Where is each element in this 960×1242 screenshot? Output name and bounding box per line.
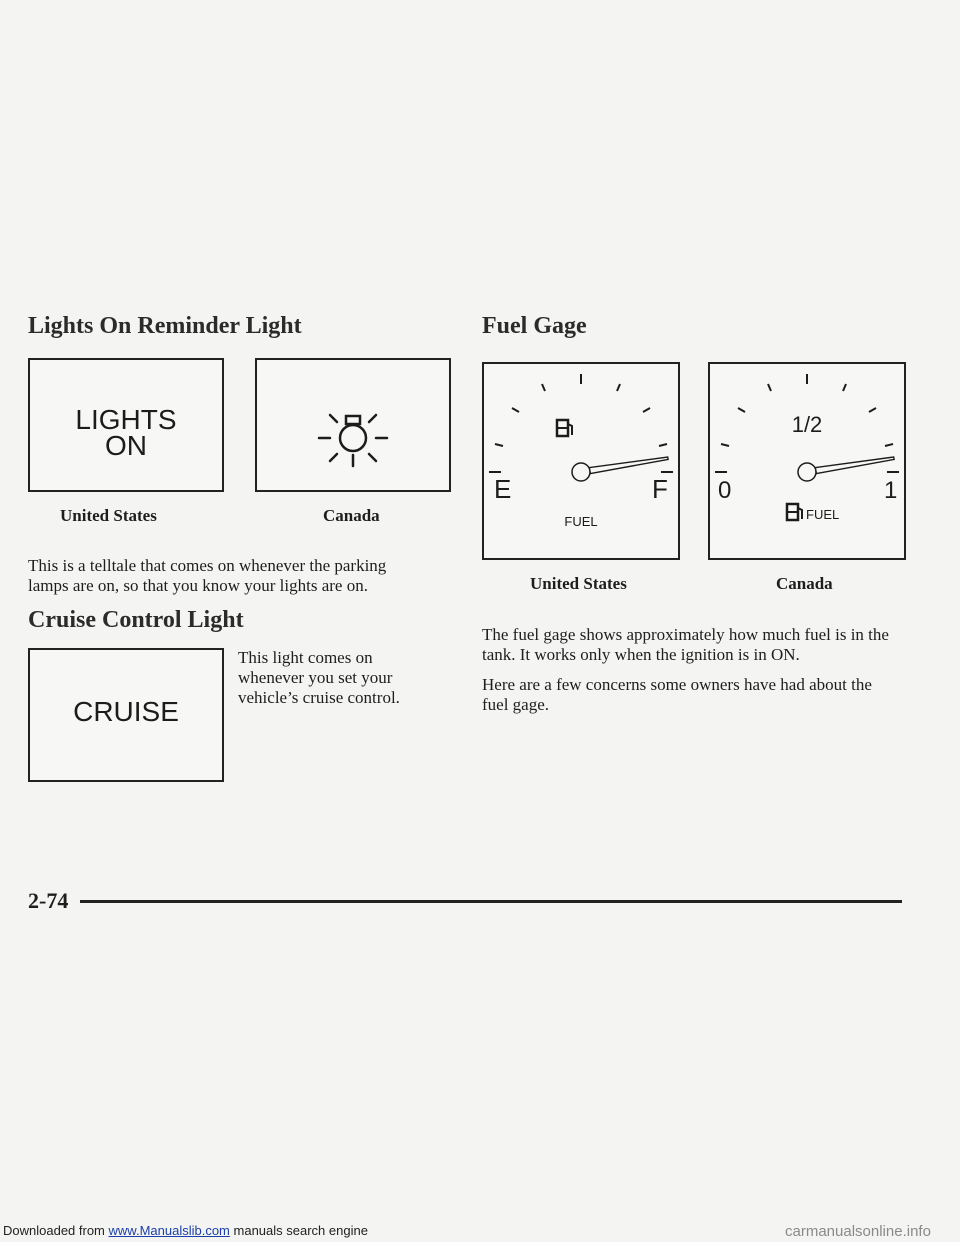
fuel-gauge-canada-dial [710,364,904,558]
gauge-one-label: 1 [884,477,898,504]
gauge-half-label: 1/2 [791,412,823,437]
cruise-indicator [28,648,224,782]
download-prefix: Downloaded from [3,1223,105,1238]
gauge-empty-label: E [494,474,512,504]
site-watermark: carmanualsonline.info [785,1223,931,1240]
fuel-caption-canada: Canada [776,574,833,593]
lights-on-indicator-canada [255,358,451,492]
lights-caption-canada: Canada [323,506,380,525]
page-number: 2-74 [28,888,69,913]
lights-text-line2: ON [105,430,147,461]
fuel-caption-us: United States [530,574,627,593]
fuel-description-1: The fuel gage shows approximately how much fuel is in the tank. It works only when the ignition is in ON. [482,625,889,664]
fuel-gauge-us-dial [484,364,678,558]
cruise-box-label: CRUISE [73,696,179,727]
lights-description: This is a telltale that comes on whenever the parking lamps are on, so that you know your lights are on. [28,556,387,595]
download-bar [3,1223,368,1238]
gauge-fuel-label-canada: FUEL [806,507,840,522]
lights-text-line1: LIGHTS [75,404,177,435]
fuel-gauge-canada [708,362,906,560]
lights-on-indicator-us [28,358,224,492]
fuel-heading: Fuel Gage [482,313,587,339]
manualslib-link[interactable]: www.Manualslib.com [108,1223,230,1238]
fuel-needle-us [589,457,668,474]
gauge-fuel-label: FUEL [564,514,598,529]
lights-heading: Lights On Reminder Light [28,313,302,339]
fuel-description-2: Here are a few concerns some owners have had about the fuel gage. [482,675,872,714]
cruise-heading: Cruise Control Light [28,607,244,633]
cruise-description: This light comes on whenever you set your vehicle’s cruise control. [238,648,400,707]
fuel-gauge-us [482,362,680,560]
lamp-symbol-icon [257,360,449,490]
lights-caption-us: United States [60,506,157,525]
fuel-needle-canada [815,457,894,474]
gauge-zero-label: 0 [718,477,732,504]
footer-rule [80,900,902,903]
gauge-full-label: F [652,474,668,504]
download-suffix: manuals search engine [233,1223,368,1238]
